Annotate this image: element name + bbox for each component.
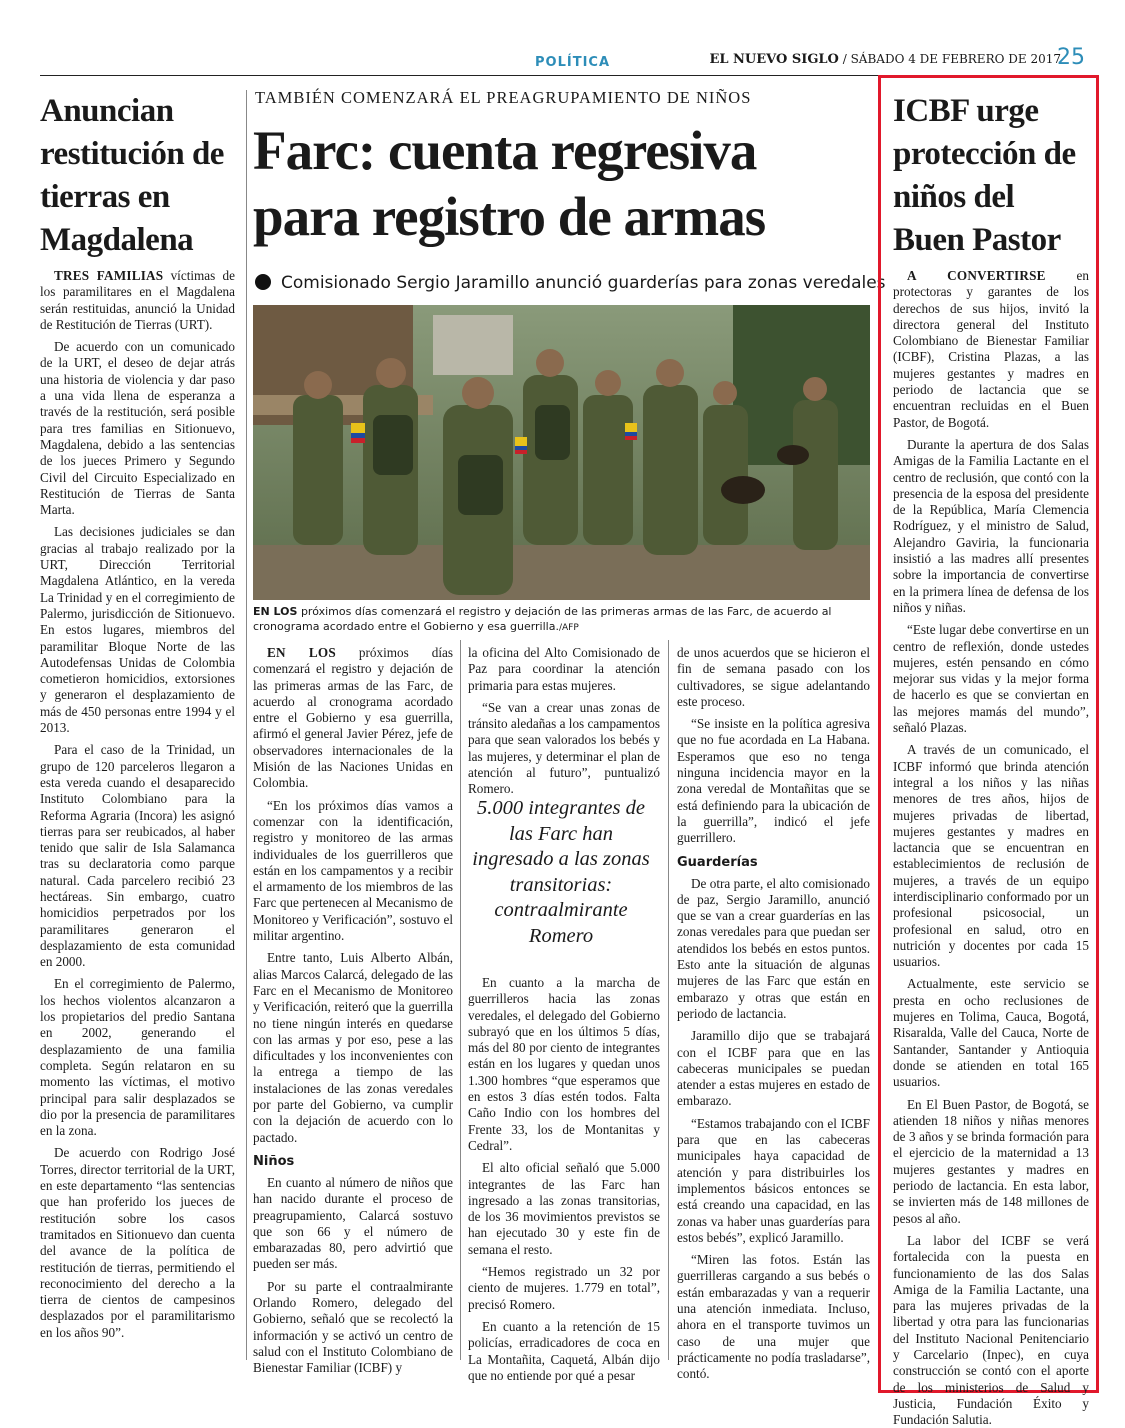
paper-name: EL NUEVO SIGLO (709, 52, 839, 67)
left-article-body (40, 268, 235, 1341)
pull-quote: 5.000 integrantes de las Farc han ingresado a las zonas transitorias: contraalmirante Romero (472, 797, 650, 947)
right-paragraph: Durante la apertura de dos Salas Amigas de la Familia Lactante en el centro de reclusión, que contó con la presencia de la esposa del presidente de la República, María Clemencia Rodríguez, y el ministro de Salud, Alejandro Gaviria, la funcionaria insistió a las madres allí presentes sobre la importancia de convertirse en la primera línea de defensa de los niños y niñas. (893, 436, 1089, 615)
page-number: 25 (1057, 45, 1085, 70)
center-paragraph: “Estamos trabajando con el ICBF para que en las cabeceras municipales haya capacidad de atención y para distribuirles los implementos básicos entonces se está creando una capacidad, en las zonas va haber unas guarderías para estos bebés”, explicó Jaramillo. (677, 1115, 870, 1245)
center-paragraph: “Miren las fotos. Están las guerrilleras cargando a sus bebés o están embarazadas y van a requerir una atención inmediata. Incluso, ahora en el transporte tuvimos un caso de una mujer que prácticamente no podía trasladarse”, contó. (677, 1252, 870, 1382)
bullet-icon (255, 274, 271, 290)
center-deck (255, 273, 886, 293)
left-paragraph: Las decisiones judiciales se dan gracias al trabajo realizado por la URT, Dirección Territorial Magdalena Atlántico, en la vereda La Trinidad y en el corregimiento de Palermo, jurisdicción de Sitionuevo. En estos lugares, miembros del paramilitar Bloque Norte de las Autodefensas Unidas de Colombia cometieron homicidios, extorsiones y generaron el desplazamiento de más de 450 personas entre 1994 y el 2013. (40, 524, 235, 736)
left-lead-keyword: TRES FAMILIAS (54, 268, 164, 283)
caption-text: próximos días comenzará el registro y dejación de las primeras armas de las Farc, de acuerdo al cronograma acordado entre el Gobierno y esa guerrilla. (253, 605, 832, 633)
guerrilla-march-photo (253, 305, 870, 600)
right-paragraph: A través de un comunicado, el ICBF informó que brinda atención integral a los niños y las niñas menores de tres años, hijos de mujeres privadas de libertad, mujeres gestantes y madres en lactancia que se encuentran en establecimientos de reclusión de mujeres, a través de un equipo interdisciplinario conformado por un profesional psicosocial, un profesional en salud, otro en nutrición y docentes por cada 15 usuarios. (893, 742, 1089, 970)
left-paragraph: En el corregimiento de Palermo, los hechos violentos alcanzaron a los propietarios del predio Santana en 2002, generando el desplazamiento de una familia completa. Según relataron en su momento las víctimas, el motivo principal para salir desplazados se dio por la presencia de paramilitares en la zona. (40, 976, 235, 1139)
subhead-ninos: Niños (253, 1153, 295, 1169)
center-paragraph: En cuanto al número de niños que han nacido durante el proceso de preagrupamiento, Calarcá sostuvo que son 66 y el número de embarazadas 80, pero advirtió que pueden ser más. (253, 1174, 453, 1272)
center-paragraph: De otra parte, el alto comisionado de paz, Sergio Jaramillo, anunció que se van a crear guarderías en las zonas veredales para que puedan ser atendidos los bebés en estos puntos. Esto ante la situación de algunas mujeres de las Farc que están en embarazo y otras que están en periodo de lactancia. (677, 875, 870, 1021)
center-paragraph: Por su parte el contraalmirante Orlando Romero, delegado del Gobierno, señaló que se recolectó la información y se activó un centro de salud con el Instituto Colombiano de Bienestar Familiar (ICBF) y (253, 1278, 453, 1376)
center-lead-keyword: EN LOS (267, 645, 336, 660)
center-lead (253, 645, 453, 792)
divider-center-1 (460, 640, 461, 1360)
center-deck-text: Comisionado Sergio Jaramillo anunció guarderías para zonas veredales (281, 273, 886, 293)
caption-credit: /AFP (558, 623, 579, 633)
left-paragraph: De acuerdo con un comunicado de la URT, el deseo de dejar atrás una historia de violencia y dar paso a una vida llena de esperanza a través de la restitución, será posible para tres familias en Sitionuevo, Magdalena, debido a las sentencias de los jueces Primero y Segundo Civil del Circuito Especializado en Restitución de Tierras de Santa Marta. (40, 339, 235, 518)
center-column-2 (468, 975, 660, 1384)
caption-keyword: EN LOS (253, 605, 298, 618)
center-column-1 (253, 645, 453, 1376)
divider-center-2 (668, 640, 669, 1360)
divider-left (246, 90, 247, 1360)
right-paragraph: La labor del ICBF se verá fortalecida con la puesta en funcionamiento de las dos Salas Amiga de la Familia Lactante, una para las mujeres privadas de la libertad y otra para las funcionarias del Instituto Nacional Penitenciario y Carcelario (Inpec), en cuya construcción se contó con el aporte de los ministerios de Salud y Justicia, Fundación Éxito y Fundación Salutia. (893, 1232, 1089, 1428)
right-lead-keyword: A CONVERTIRSE (907, 268, 1046, 283)
center-column-3 (677, 645, 870, 1382)
right-paragraph: En El Buen Pastor, de Bogotá, se atienden 18 niños y niñas menores de 3 años y se brinda formación para el ejercicio de la maternidad a 13 mujeres gestantes y madres en periodo de lactancia. En esta labor, se invierten más de 148 millones de pesos al año. (893, 1096, 1089, 1226)
center-kicker: TAMBIÉN COMENZARÁ EL PREAGRUPAMIENTO DE NIÑOS (255, 88, 752, 107)
center-paragraph: Entre tanto, Luis Alberto Albán, alias Marcos Calarcá, delegado de las Farc en el Mecanismo de Monitoreo y Verificación, reiteró que la guerrilla no tiene ningún interés en quedarse con las armas y por eso, pese a las dificultades y los inconvenientes con la entrega a tiempo de las instalaciones de las zonas veredales por parte del Gobierno, va cumplir con la dejación de acuerdo con lo pactado. (253, 950, 453, 1145)
right-paragraph: “Este lugar debe convertirse en un centro de reflexión, donde ustedes mujeres, estén pensando en cómo mejorar sus vidas y la mejor forma de hacerlo es que se conviertan en las mejores mamás del mundo”, señaló Plazas. (893, 622, 1089, 736)
right-paragraph: Actualmente, este servicio se presta en ocho reclusiones de mujeres en Tolima, Cauca, Bogotá, Risaralda, Valle del Cauca, Norte de Santander, Santander y Antioquia donde se atienden en total 165 usuarios. (893, 976, 1089, 1090)
left-lead (40, 268, 235, 333)
center-lead-text: próximos días comenzará el registro y dejación de las primeras armas de las Farc, de acuerdo al cronograma acordado entre el Gobierno y esa guerrilla, afirmó el general Javier Pérez, jefe de observadores internacionales de la Misión de las Naciones Unidas en Colombia. (253, 645, 453, 791)
right-lead-text: en protectoras y garantes de los derechos de sus hijos, invitó la directora general del Instituto Colombiano de Bienestar Familiar (ICBF), Cristina Plazas, a las mujeres gestantes y madres en periodo de lactancia que se encuentran recluidas en el Buen Pastor, de Bogotá. (893, 268, 1089, 430)
folio (709, 52, 1061, 67)
left-paragraph: De acuerdo con Rodrigo José Torres, director territorial de la URT, en este departamento “las sentencias que han proferido los jueces de restitución sobre los casos tramitados en Sitionuevo dan cuenta del avance de la política de restitución de tierras, permitiendo el reconocimiento del derecho a la tierra de cientos de campesinos desplazados por el paramilitarismo en los años 90”. (40, 1145, 235, 1340)
center-paragraph: “Se insiste en la política agresiva que no fue acordada en La Habana. Esperamos que eso no tenga ninguna incidencia mayor en la zona veredal de Montañitas que se está definiendo para la ubicación de la guerrilla”, indicó el jefe guerrillero. (677, 716, 870, 846)
right-headline: ICBF urge protección de niños del Buen Pastor (893, 93, 1076, 258)
subhead-guarderias: Guarderías (677, 854, 758, 870)
article-photo (253, 305, 870, 600)
center-headline: Farc: cuenta regresiva para registro de armas (253, 120, 766, 247)
center-paragraph: de unos acuerdos que se hicieron el fin de semana pasado con los cultivadores, se sigue adelantando este proceso. (677, 645, 870, 709)
center-paragraph: “Hemos registrado un 32 por ciento de mujeres. 1.779 en total”, precisó Romero. (468, 1264, 660, 1312)
right-article-body (893, 268, 1089, 1428)
right-lead (893, 268, 1089, 431)
center-paragraph: El alto oficial señaló que 5.000 integrantes de las Farc han ingresado a las zonas transitorias, de los 36 movimientos previstos se han ejecutado 30 y este fin de semana el resto. (468, 1160, 660, 1257)
left-headline: Anuncian restitución de tierras en Magdalena (40, 93, 224, 258)
center-paragraph: En cuanto a la marcha de guerrilleros hacia las zonas veredales, el delegado del Gobierno subrayó que en los últimos 5 días, más del 80 por ciento de integrantes están en los lugares y quedan unos 1.300 hombres “que esperamos que en estos 3 días estén todos. Falta Caño Indio con los hombres del Frente 33, los de Montanitas y Cedral”. (468, 975, 660, 1153)
center-column-2-top (468, 645, 660, 798)
photo-caption (253, 604, 871, 636)
issue-date: / SÁBADO 4 DE FEBRERO DE 2017 (842, 52, 1061, 66)
center-paragraph: Jaramillo dijo que se trabajará con el ICBF para que en las cabeceras municipales se puedan atender a estas mujeres en estado de embarazo. (677, 1028, 870, 1109)
center-paragraph: “Se van a crear unas zonas de tránsito aledañas a los campamentos para que sean valorados los bebés y las mujeres, y determinar el plan de atención al futuro”, puntualizó Romero. (468, 699, 660, 797)
center-paragraph: “En los próximos días vamos a comenzar con la identificación, registro y monitoreo de las armas individuales de los guerrilleros que están en los campamentos y a recibir el armamento de los miembros de las Farc que pertenecen al Mecanismo de Monitoreo y Verificación”, sostuvo el militar argentino. (253, 797, 453, 944)
left-paragraph: Para el caso de la Trinidad, un grupo de 120 parceleros llegaron a esta vereda cuando el desaparecido Instituto Colombiano para la Reforma Agraria (Incora) les asignó tierras para ser reubicados, al haber tenido que salir de Isla Salamanca tras su declaratoria como parque natural. Cada parcelero recibió 23 hectáreas. Sin embargo, cuatro homicidios perpetrados por los paramilitares generaron el desplazamiento de esta comunidad en 2000. (40, 742, 235, 970)
section-label: POLÍTICA (535, 55, 611, 70)
center-paragraph: la oficina del Alto Comisionado de Paz para coordinar la atención primaria para estas mujeres. (468, 645, 660, 693)
left-lead-text: víctimas de los paramilitares en el Magdalena serán restituidas, anunció la Unidad de Restitución de Tierras (URT). (40, 268, 235, 332)
center-paragraph: En cuanto a la retención de 15 policías, erradicadores de coca en La Montañita, Caquetá, Albán dijo que no entiende por qué a pesar (468, 1318, 660, 1383)
